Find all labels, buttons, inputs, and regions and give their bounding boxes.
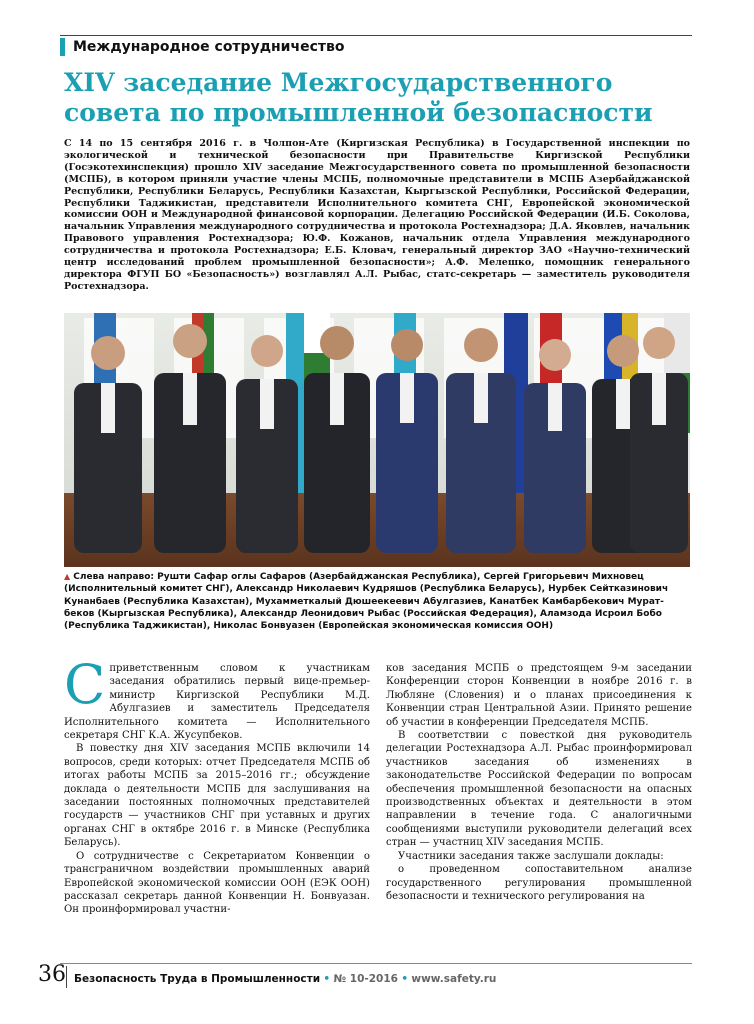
left-column bbox=[64, 653, 370, 917]
caption-triangle-icon: ▲ bbox=[64, 572, 71, 581]
caption-text: Слева направо: Рушти Сафар оглы Сафаров (Азербайджанская Республика), Сергей Григорьевич Михновец (Исполнительный комитет СНГ), Александр Николаевич Кудряшов (Республика Беларусь), Нурбек Сейтказинович Кунанбаев (Республика Казахстан), Мухамметкалый Дюшеекеевич Абулгазиев, Канатбек Камбарбекович Мурат-беков (Кыргызская Республика), Александр Леонидович Рыбас (Российская Федерация), Аламзода Исроил Бобо (Республика Таджикистан), Николас Бонвуазен (Европейская экономическая комиссия ООН) bbox=[64, 572, 669, 632]
paragraph-text: приветственным словом к участникам заседания обратились первый вице-премьер-министр Киргизской Республики М.Д. Абулгазиев и заместитель Председателя Исполнительного комитета — Исполнительного секретаря СНГ К.А. Жусупбеков. bbox=[64, 663, 370, 742]
paragraph: В соответствии с повесткой дня руководитель делегации Ростехнадзора А.Л. Рыбас проинформировал участников заседания об изменениях в законодательстве Российской Федерации по вопросам обеспечения промышленной безопасности на опасных производственных объектах и деятельности в этом направлении в течение года. С аналогичными сообщениями выступили руководители делегаций всех стран — участниц XIV заседания МСПБ. bbox=[386, 730, 692, 849]
website-link[interactable]: www.safety.ru bbox=[411, 973, 497, 985]
issue-number: № 10-2016 bbox=[333, 973, 398, 985]
paragraph: О сотрудничестве с Секретариатом Конвенции о трансграничном воздействии промышленных аварий Европейской экономической комиссии ООН (ЕЭК ООН) рассказал секретарь данной Конвенции Н. Бонвуазан. Он проинформировал участни- bbox=[64, 850, 370, 916]
photo-caption bbox=[64, 571, 690, 632]
paragraph: В повестку дня XIV заседания МСПБ включили 14 вопросов, среди которых: отчет Председателя МСПБ об итогах работы МСПБ за 2015–2016 гг.; обсуждение доклада о деятельности МСПБ для заслушивания на заседании постоянных полномочных представителей государств — участников СНГ при уставных и других органах СНГ в октябре 2016 г. в Минске (Республика Беларусь). bbox=[64, 743, 370, 849]
paragraph: Участники заседания также заслушали доклады: bbox=[398, 850, 664, 862]
footer-rule bbox=[60, 963, 692, 964]
footer-separator: • bbox=[401, 973, 409, 985]
section-title: Международное сотрудничество bbox=[60, 38, 344, 56]
article-lead: С 14 по 15 сентября 2016 г. в Чолпон-Ате (Киргизская Республика) в Государственной инспекции по экологической и технической безопасности при Правительстве Киргизской Республики (Госэкотехинспекция) прошло XIV заседание Межгосударственного совета по промышленной безопасности (МСПБ), в котором приняли участие члены МСПБ, полномочные представители в МСПБ Азербайджанской Республики, Республики Беларусь, Республики Казахстан, Кыргызской Республики, Российской Федерации, Республики Таджикистан, представители Исполнительного комитета СНГ, Европейской экономической комиссии ООН и Международной финансовой корпорации. Делегацию Российской Федерации (И.Б. Соколова, начальник Управления международного сотрудничества и протокола Ростехнадзора; Д.А. Яковлев, начальник Правового управления Ростехнадзора; Ю.Ф. Кожанов, начальник отдела Управления международного сотрудничества и протокола Ростехнадзора; Е.Б. Кловач, генеральный директор ЗАО «Научно-технический центр исследований проблем промышленной безопасности»; А.Ф. Мелешко, помощник генерального директора ФГУП БО «Безопасность») возглавлял А.Л. Рыбас, статс-секретарь — заместитель руководителя Ростехнадзора. bbox=[64, 138, 690, 292]
paragraph bbox=[64, 653, 370, 742]
article-title: XIV заседание Межгосударственного совета по промышленной безопасности bbox=[64, 68, 653, 127]
drop-cap: С bbox=[64, 653, 106, 716]
paragraph: ков заседания МСПБ о предстоящем 9-м заседании Конференции сторон Конвенции в ноябре 2016 г. в Любляне (Словения) и о планах присоединения к Конвенции стран Центральной Азии. Принято решение об участии в конференции Председателя МСПБ. bbox=[386, 663, 692, 728]
page-number: 36 bbox=[38, 962, 66, 987]
group-photo bbox=[64, 313, 690, 567]
right-column bbox=[386, 662, 692, 903]
paragraph: о проведенном сопоставительном анализе государственного регулирования промышленной безопасности и технического регулирования на bbox=[386, 864, 692, 902]
footer-separator: • bbox=[323, 973, 331, 985]
section-header bbox=[60, 35, 692, 56]
page-number-divider bbox=[66, 966, 67, 988]
footer bbox=[74, 972, 496, 986]
magazine-name: Безопасность Труда в Промышленности bbox=[74, 973, 321, 985]
